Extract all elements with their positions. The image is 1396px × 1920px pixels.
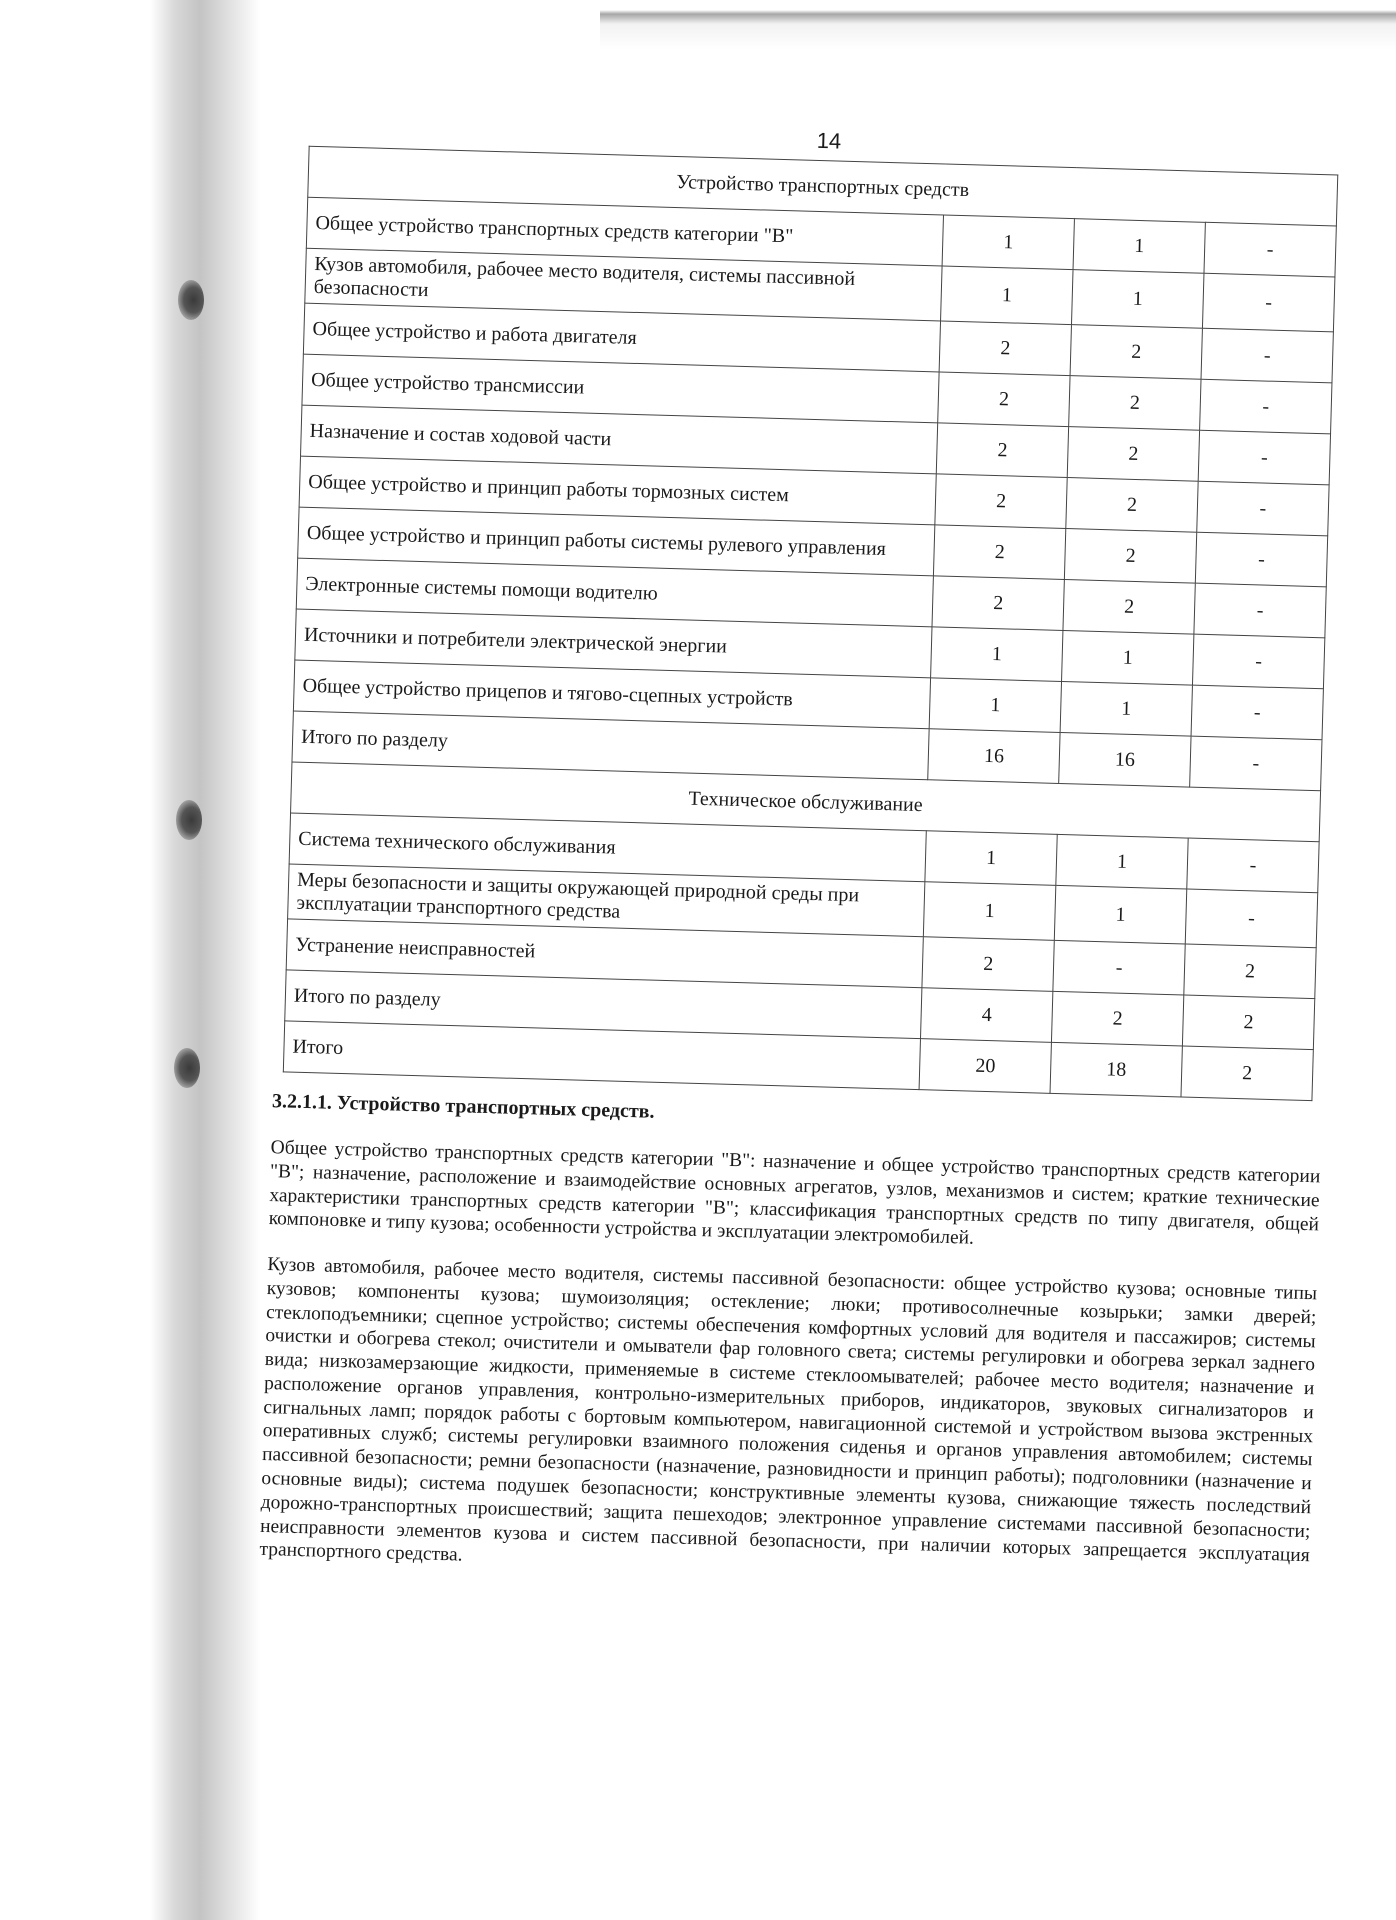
table-cell-topic: Назначение и состав ходовой части [301,405,938,474]
table-cell-theory-hours: 1 [1072,270,1204,329]
table-cell-total-hours: 2 [935,474,1067,529]
table-cell-theory-hours: 1 [1073,219,1205,274]
table-cell-theory-hours: 2 [1070,325,1202,380]
table-cell-total-hours: 2 [934,525,1066,580]
table-cell-total-hours: 1 [923,882,1055,941]
table-cell-theory-hours: 1 [1054,885,1186,944]
paragraph-body-safety: Кузов автомобиля, рабочее место водителя, системы пассивной безопасности: общее устройство кузова; основные типы кузовов; компоненты кузова; шумоизоляция; остекление; люки; противосолнечные козырьки; замки дверей; стеклоподъемники; сцепное устройство; системы обеспечения комфортных условий для водителя и пассажиров; системы очистки и обогрева стекол; очистители и омыватели фар головного света; системы регулировки и обогрева зеркал заднего вида; низкозамерзающие жидкости, применяемые в системе стеклоомывателей; рабочее место водителя; назначение и расположение органов управления, контрольно-измерительных приборов, индикаторов, звуковых сигнализаторов и сигнальных ламп; порядок работы с бортовым компьютером, навигационной системой и устройством вызова экстренных оперативных служб; системы регулировки взаимного положения сиденья и органов управления автомобилем; системы пассивной безопасности; ремни безопасности (назначение, разновидности и принцип работы); подголовники (назначение и основные виды); система подушек безопасности; конструктивные элементы кузова, снижающие тяжесть последствий дорожно-транспортных происшествий; защита пешеходов; электронное управление системами пассивной безопасности; неисправности элементов кузова и систем пассивной безопасности, при наличии которых запрещается эксплуатация транспортного средства. [259,1254,1318,1566]
table-cell-theory-hours: 2 [1066,478,1198,533]
table-cell-total-hours: 4 [921,988,1053,1043]
table-cell-total-hours: 20 [919,1039,1051,1094]
table-cell-practice-hours: - [1198,430,1330,485]
table-cell-topic: Итого по разделу [292,711,929,780]
table-cell-topic: Общее устройство и работа двигателя [303,303,940,372]
table-cell-theory-hours: 1 [1060,681,1192,736]
table-cell-practice-hours: 2 [1182,995,1314,1050]
table-cell-practice-hours: - [1204,222,1336,277]
document-page [240,95,1369,1904]
table-cell-practice-hours: - [1201,328,1333,383]
table-cell-topic: Итого [283,1021,920,1090]
table-cell-practice-hours: - [1195,532,1327,587]
table-cell-topic: Общее устройство прицепов и тягово-сцепных устройств [293,660,930,729]
table-section-title: Техническое обслуживание [291,762,1321,842]
table-cell-theory-hours: 2 [1063,580,1195,635]
table-cell-practice-hours: - [1197,481,1329,536]
table-cell-topic: Общее устройство транспортных средств категории "В" [306,197,943,266]
table-cell-total-hours: 2 [922,937,1054,992]
table-cell-practice-hours: - [1187,838,1319,893]
table-cell-topic: Источники и потребители электрической энергии [295,609,932,678]
table-cell-theory-hours: 2 [1052,991,1184,1046]
paragraph-general-device: Общее устройство транспортных средств категории "В": назначение и общее устройство транспортных средств категории "В"; назначение, расположение и взаимодействие основных агрегатов, узлов, механизмов и систем; краткие технические характеристики транспортных средств категории "В"; классификация транспортных средств по типу двигателя, общей компоновке и типу кузова; особенности устройства и эксплуатации электромобилей. [268,1137,1321,1250]
table-cell-topic: Устранение неисправностей [286,919,923,988]
scan-top-shadow [600,10,1396,80]
table-cell-theory-hours: 1 [1062,630,1194,685]
table-cell-theory-hours: 2 [1069,376,1201,431]
table-cell-theory-hours: 2 [1064,529,1196,584]
binder-hole-bottom [174,1048,200,1088]
table-cell-practice-hours: 2 [1184,944,1316,999]
table-cell-practice-hours: - [1191,685,1323,740]
table-cell-topic: Система технического обслуживания [289,813,926,882]
page-number: 14 [816,127,842,154]
table-cell-practice-hours: - [1194,583,1326,638]
table-cell-practice-hours: - [1193,634,1325,689]
table-cell-total-hours: 1 [942,215,1074,270]
hours-table [283,146,1338,1101]
table-cell-total-hours: 2 [938,372,1070,427]
binder-hole-middle [176,800,202,840]
table-cell-practice-hours: - [1185,889,1317,948]
table-cell-total-hours: 1 [925,831,1057,886]
table-cell-topic: Электронные системы помощи водителю [296,558,933,627]
subsection-heading: 3.2.1.1. Устройство транспортных средств. [271,1090,655,1123]
table-cell-theory-hours: 18 [1050,1042,1182,1097]
table-cell-theory-hours: 2 [1067,427,1199,482]
table-cell-topic: Меры безопасности и защиты окружающей природной среды при эксплуатации транспортного средства [288,864,925,937]
table-cell-topic: Общее устройство и принцип работы тормозных систем [299,456,936,525]
table-cell-total-hours: 2 [932,576,1064,631]
table-cell-practice-hours: - [1202,273,1334,332]
table-cell-total-hours: 1 [929,678,1061,733]
table-cell-total-hours: 2 [936,423,1068,478]
table-cell-practice-hours: - [1190,736,1322,791]
scan-binding-shadow [0,0,260,1920]
table-cell-practice-hours: 2 [1181,1046,1313,1101]
table-section-title: Устройство транспортных средств [308,146,1338,226]
table-cell-practice-hours: - [1200,379,1332,434]
table-cell-total-hours: 1 [931,627,1063,682]
table-cell-topic: Общее устройство трансмиссии [302,354,939,423]
table-cell-topic: Итого по разделу [285,970,922,1039]
table-cell-topic: Кузов автомобиля, рабочее место водителя, системы пассивной безопасности [305,248,942,321]
binder-hole-top [178,280,204,320]
table-cell-theory-hours: 1 [1056,834,1188,889]
table-cell-topic: Общее устройство и принцип работы системы рулевого управления [298,507,935,576]
table-cell-total-hours: 2 [939,321,1071,376]
table-cell-theory-hours: - [1053,940,1185,995]
table-cell-theory-hours: 16 [1059,732,1191,787]
table-cell-total-hours: 16 [928,729,1060,784]
table-cell-total-hours: 1 [941,266,1073,325]
